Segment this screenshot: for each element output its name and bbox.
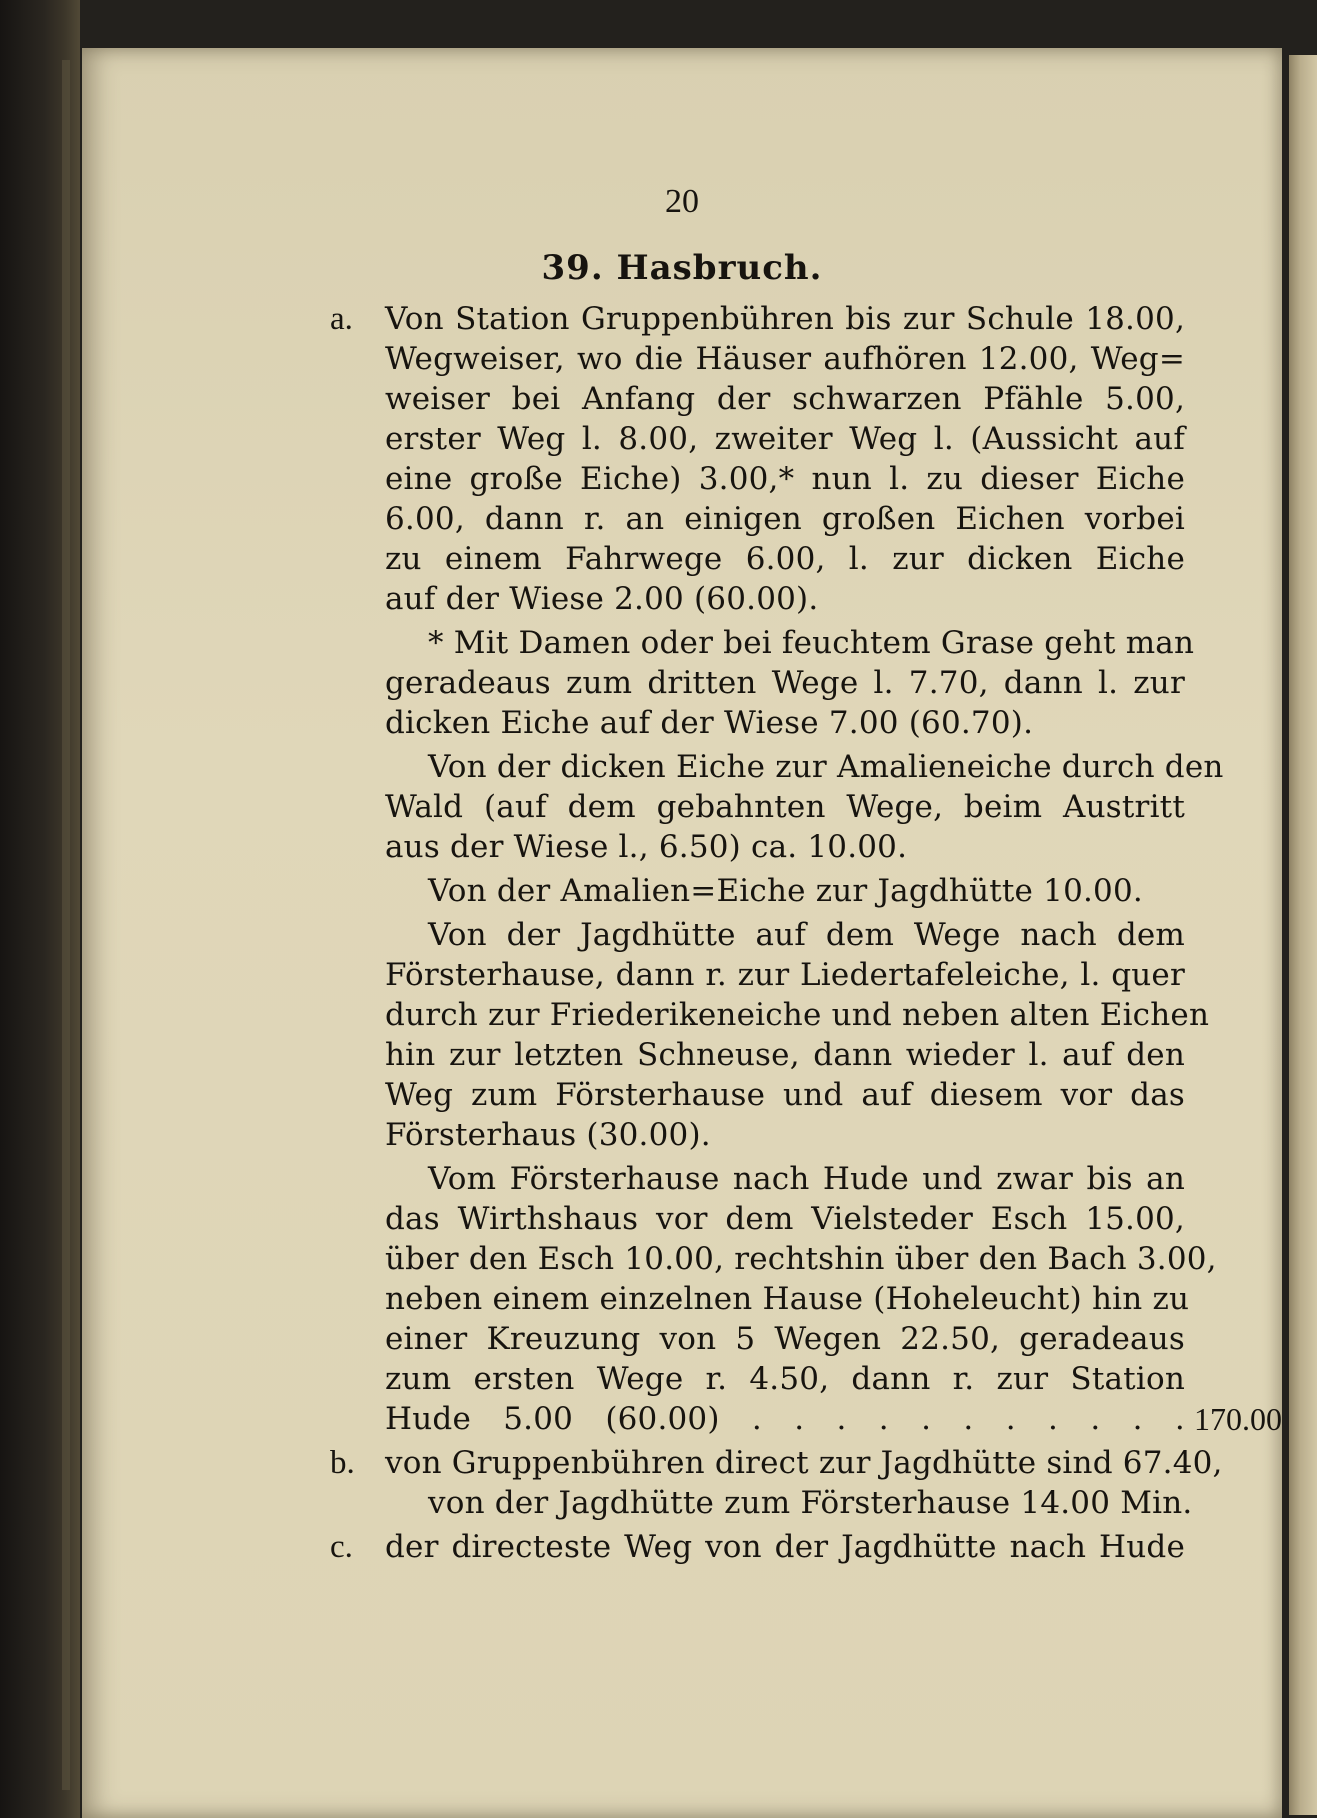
section-heading: 39. Hasbruch. [541, 248, 823, 288]
page [82, 48, 1282, 1818]
item-marker-a: a. [330, 301, 353, 337]
text-line: Vom Försterhause nach Hude und zwar bis an [428, 1161, 1185, 1197]
text-line: 6.00, dann r. an einigen großen Eichen vorbei [385, 501, 1185, 537]
text-line: Wegweiser, wo die Häuser aufhören 12.00, Weg= [385, 341, 1185, 377]
text-line: weiser bei Anfang der schwarzen Pfähle 5.00, [385, 381, 1185, 417]
text-line: Försterhaus (30.00). [385, 1117, 711, 1153]
text-line: neben einem einzelnen Hause (Hoheleucht) hin zu [385, 1281, 1190, 1317]
page-number: 20 [665, 183, 699, 220]
facing-page-edge [1289, 55, 1317, 1815]
text-line: Weg zum Försterhause und auf diesem vor das [385, 1077, 1185, 1113]
footnote-line: geradeaus zum dritten Wege l. 7.70, dann l. zur [385, 665, 1185, 701]
text-line: hin zur letzten Schneuse, dann wieder l. auf den [385, 1037, 1185, 1073]
total-amount: 170.00 [1194, 1401, 1282, 1437]
text-line: eine große Eiche) 3.00,* nun l. zu dieser Eiche [385, 461, 1185, 497]
text-line: erster Weg l. 8.00, zweiter Weg l. (Aussicht auf [385, 421, 1185, 457]
text-line: Försterhause, dann r. zur Liedertafeleiche, l. quer [385, 957, 1185, 993]
text-line: das Wirthshaus vor dem Vielsteder Esch 15.00, [385, 1201, 1185, 1237]
text-line: von Gruppenbühren direct zur Jagdhütte sind 67.40, [385, 1445, 1223, 1481]
item-marker-c: c. [330, 1529, 353, 1565]
text-line: zu einem Fahrwege 6.00, l. zur dicken Eiche [385, 541, 1185, 577]
text-line-with-leader: Hude 5.00 (60.00) . . . . . . . . . . . [385, 1401, 1185, 1437]
spine-edge [62, 60, 70, 1790]
text-line: Von Station Gruppenbühren bis zur Schule 18.00, [385, 301, 1185, 337]
text-line: auf der Wiese 2.00 (60.00). [385, 581, 819, 617]
text-line: über den Esch 10.00, rechtshin über den Bach 3.00, [385, 1241, 1217, 1277]
text-line: einer Kreuzung von 5 Wegen 22.50, geradeaus [385, 1321, 1185, 1357]
text-line: Von der Amalien=Eiche zur Jagdhütte 10.00. [428, 873, 1143, 909]
footnote-line: * Mit Damen oder bei feuchtem Grase geht man [428, 625, 1195, 661]
text-line: Von der Jagdhütte auf dem Wege nach dem [428, 917, 1185, 953]
text-line: Wald (auf dem gebahnten Wege, beim Austritt [385, 789, 1185, 825]
text-line: zum ersten Wege r. 4.50, dann r. zur Station [385, 1361, 1185, 1397]
text-line: Von der dicken Eiche zur Amalieneiche durch den [428, 749, 1224, 785]
text-line: der directeste Weg von der Jagdhütte nach Hude [385, 1529, 1185, 1565]
footnote-line: dicken Eiche auf der Wiese 7.00 (60.70). [385, 705, 1034, 741]
text-line: durch zur Friederikeneiche und neben alten Eichen [385, 997, 1210, 1033]
text-line: von der Jagdhütte zum Försterhause 14.00 Min. [428, 1485, 1193, 1521]
item-marker-b: b. [330, 1445, 355, 1481]
text-line: aus der Wiese l., 6.50) ca. 10.00. [385, 829, 908, 865]
